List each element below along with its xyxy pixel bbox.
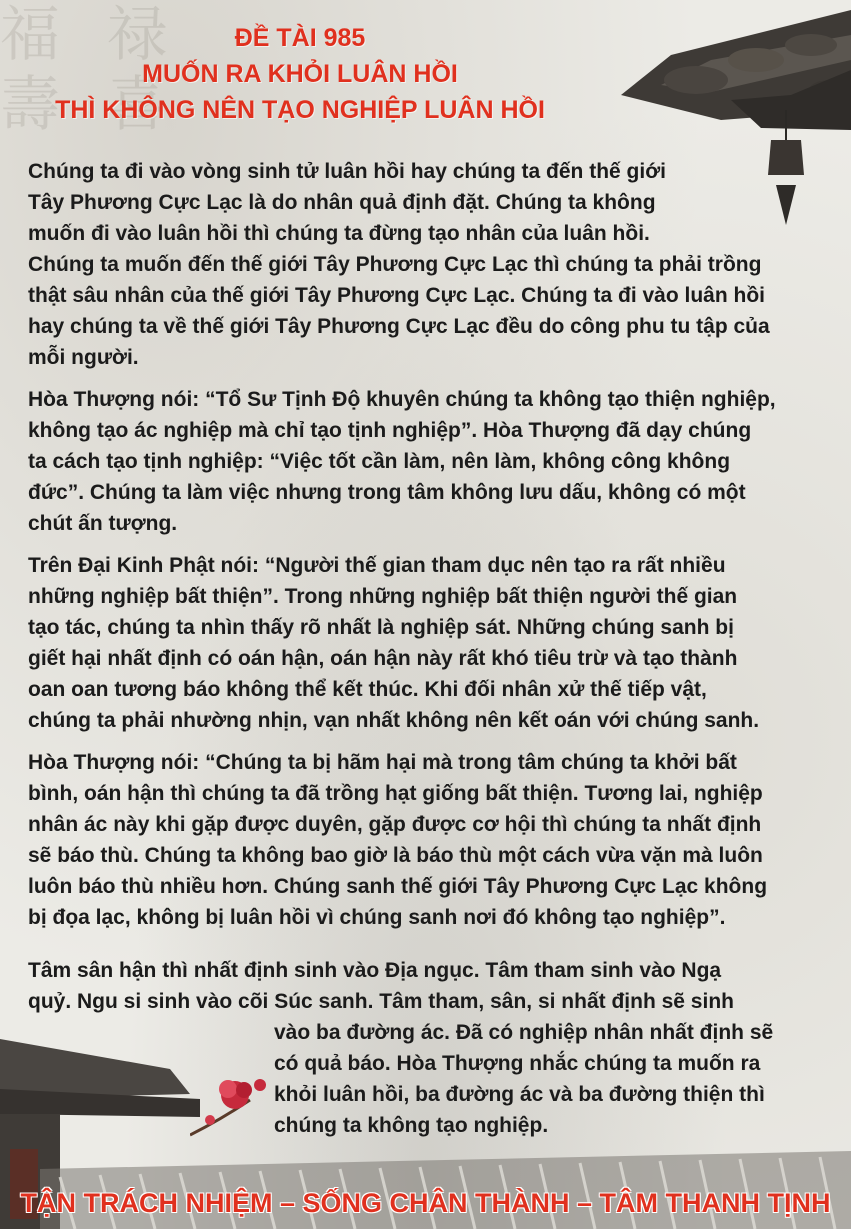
text-line: nhân ác này khi gặp được duyên, gặp được cơ hội thì chúng ta nhất định (28, 813, 762, 836)
text-line: không tạo ác nghiệp mà chỉ tạo tịnh nghiệp”. Hòa Thượng đã dạy chúng (28, 419, 752, 442)
text-line: Chúng ta muốn đến thế giới Tây Phương Cực Lạc thì chúng ta phải trồng (28, 253, 762, 276)
title-line-1: MUỐN RA KHỎI LUÂN HỒI (142, 60, 458, 88)
text-line: muốn đi vào luân hồi thì chúng ta đừng tạo nhân của luân hồi. (28, 222, 650, 245)
text-line: Hòa Thượng nói: “Chúng ta bị hãm hại mà trong tâm chúng ta khởi bất (28, 751, 737, 774)
text-line: khỏi luân hồi, ba đường ác và ba đường thiện thì (274, 1083, 765, 1106)
text-line: Tâm sân hận thì nhất định sinh vào Địa ngục. Tâm tham sinh vào Ngạ (28, 959, 722, 982)
text-line: chút ấn tượng. (28, 512, 178, 535)
text-line: tạo tác, chúng ta nhìn thấy rõ nhất là nghiệp sát. Những chúng sanh bị (28, 616, 734, 639)
paragraph (28, 747, 828, 933)
text-line: luôn báo thù nhiều hơn. Chúng sanh thế giới Tây Phương Cực Lạc không (28, 875, 768, 898)
text-line: những nghiệp bất thiện”. Trong những nghiệp bất thiện người thế gian (28, 585, 738, 608)
text-line: giết hại nhất định có oán hận, oán hận này rất khó tiêu trừ và tạo thành (28, 647, 738, 670)
text-line: mỗi người. (28, 346, 139, 369)
text-line: chúng ta không tạo nghiệp. (274, 1114, 549, 1137)
text-line: oan oan tương báo không thể kết thúc. Khi đối nhân xử thế tiếp vật, (28, 678, 707, 701)
text-line: vào ba đường ác. Đã có nghiệp nhân nhất định sẽ (274, 1021, 774, 1044)
footer-slogan: TẬN TRÁCH NHIỆM – SỐNG CHÂN THÀNH – TÂM THANH TỊNH (20, 1188, 831, 1218)
text-line: chúng ta phải nhường nhịn, vạn nhất không nên kết oán với chúng sanh. (28, 709, 760, 732)
page-title (0, 20, 600, 128)
topic-number: ĐỀ TÀI 985 (234, 24, 366, 52)
paragraph (28, 156, 828, 373)
text-line: đức”. Chúng ta làm việc nhưng trong tâm không lưu dấu, không có một (28, 481, 746, 504)
text-line: Tây Phương Cực Lạc là do nhân quả định đặt. Chúng ta không (28, 191, 656, 214)
text-line: bị đọa lạc, không bị luân hồi vì chúng sanh nơi đó không tạo nghiệp”. (28, 906, 726, 929)
paragraph (28, 384, 828, 539)
paragraph (28, 550, 828, 736)
title-line-2: THÌ KHÔNG NÊN TẠO NGHIỆP LUÂN HỒI (55, 96, 545, 124)
text-line: Chúng ta đi vào vòng sinh tử luân hồi hay chúng ta đến thế giới (28, 160, 666, 183)
roof-tiles (621, 10, 851, 130)
text-line: thật sâu nhân của thế giới Tây Phương Cực Lạc. Chúng ta đi vào luân hồi (28, 284, 766, 307)
closing-paragraph (28, 955, 818, 1141)
text-line: sẽ báo thù. Chúng ta không bao giờ là báo thù một cách vừa vặn mà luôn (28, 844, 763, 867)
text-line: Hòa Thượng nói: “Tổ Sư Tịnh Độ khuyên chúng ta không tạo thiện nghiệp, (28, 388, 776, 411)
text-line: quỷ. Ngu si sinh vào cõi Súc sanh. Tâm tham, sân, si nhất định sẽ sinh (28, 990, 734, 1013)
faint-calligraphy-watermark: 福 禄 壽 喜 (0, 0, 182, 140)
text-line: ta cách tạo tịnh nghiệp: “Việc tốt cần làm, nên làm, không công không (28, 450, 731, 473)
text-line: hay chúng ta về thế giới Tây Phương Cực Lạc đều do công phu tu tập của (28, 315, 770, 338)
text-line: bình, oán hận thì chúng ta đã trồng hạt giống bất thiện. Tương lai, nghiệp (28, 782, 763, 805)
text-line: Trên Đại Kinh Phật nói: “Người thế gian tham dục nên tạo ra rất nhiều (28, 554, 726, 577)
text-line: có quả báo. Hòa Thượng nhắc chúng ta muốn ra (274, 1052, 761, 1075)
article-body (28, 156, 828, 944)
